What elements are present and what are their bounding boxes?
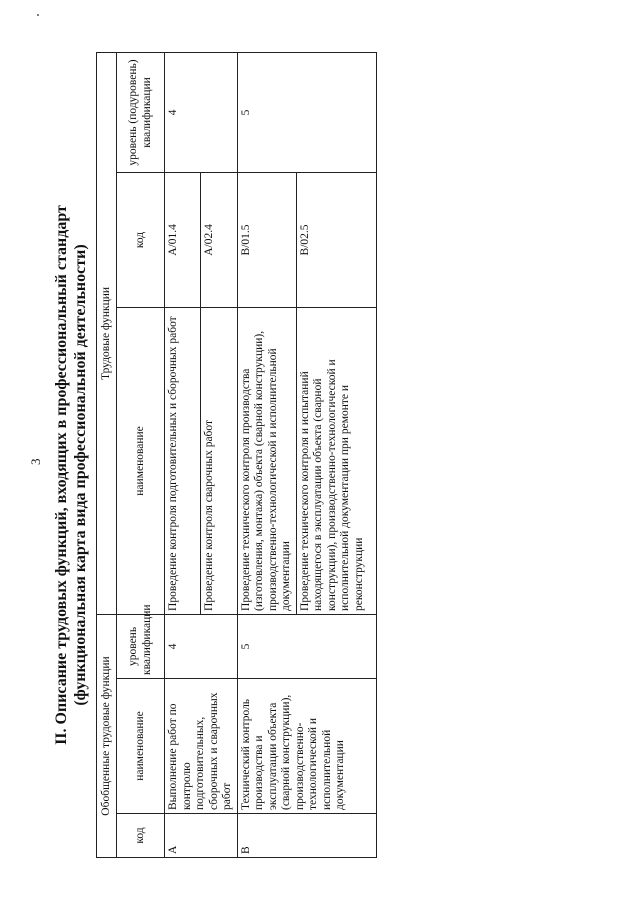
section-title: II. Описание трудовых функций, входящих в профессиональный стандарт (53, 205, 70, 745)
header-code: код (117, 814, 165, 858)
header-level: уровень квалификации (117, 614, 165, 678)
row-a-code: A (165, 814, 238, 858)
labor-function-code: B/01.5 (237, 172, 296, 307)
labor-function-name: Проведение контроля подготовительных и сборочных работ (165, 307, 201, 614)
labor-function-code: A/01.4 (165, 172, 201, 307)
functional-map-table (96, 52, 377, 858)
labor-function-name: Проведение контроля сварочных работ (201, 307, 237, 614)
section-subtitle: (функциональная карта вида профессиональной деятельности) (72, 244, 89, 706)
labor-function-name: Проведение технического контроля производства (изготовления, монтажа) объекта (сварной конструкции), производственно-технологической и исполнительной документации (237, 307, 296, 614)
row-b-code: B (237, 814, 376, 858)
header-sublevel: уровень (подуровень) квалификации (117, 52, 165, 172)
labor-function-sublevel: 5 (237, 52, 376, 172)
labor-function-sublevel: 4 (165, 52, 238, 172)
header-generalized-functions: Обобщенные трудовые функции (97, 614, 117, 857)
header-row-columns (117, 52, 165, 857)
labor-function-code: B/02.5 (296, 172, 376, 307)
header-row-groups (97, 52, 117, 857)
row-b-name: Технический контроль производства и эксплуатации объекта (сварной конструкции), производственно-технологической и исполнительной документации (237, 679, 376, 814)
row-a-name: Выполнение работ по контролю подготовительных, сборочных и сварочных работ (165, 679, 238, 814)
page-number: 3 (28, 458, 43, 465)
header-labor-code: код (117, 172, 165, 307)
row-b-level: 5 (237, 614, 376, 678)
header-labor-name: наименование (117, 307, 165, 614)
header-name: наименование (117, 679, 165, 814)
labor-function-name: Проведение технического контроля и испытаний находящегося в эксплуатации объекта (сварной конструкции), производственно-технологической и исполнительной документации при ремонте и реконструкции (296, 307, 376, 614)
header-labor-functions: Трудовые функции (97, 52, 117, 614)
row-a-level: 4 (165, 614, 238, 678)
labor-function-code: A/02.4 (201, 172, 237, 307)
table-row (237, 52, 296, 857)
table-row (165, 52, 201, 857)
